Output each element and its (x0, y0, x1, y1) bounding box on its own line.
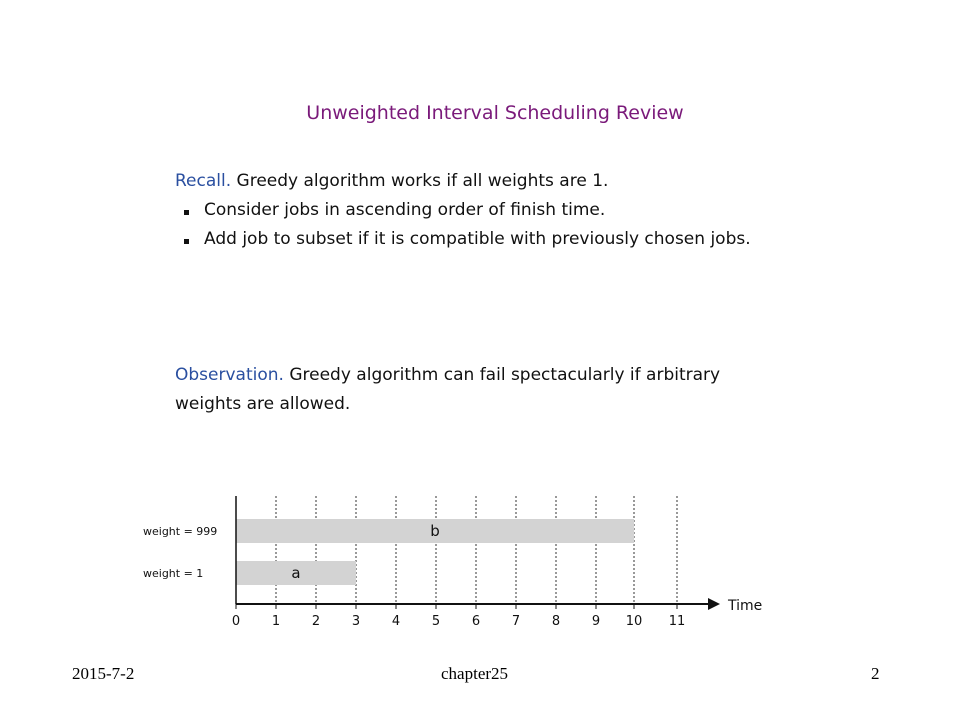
x-axis-label: Time (728, 598, 763, 614)
observation-keyword: Observation. (175, 365, 284, 385)
recall-text: Greedy algorithm works if all weights are 1. (236, 171, 609, 191)
tick-label: 4 (391, 614, 401, 629)
axis-arrow-icon (708, 598, 720, 610)
tick-label: 10 (625, 614, 643, 629)
recall-keyword: Recall. (175, 171, 232, 191)
job-weight-label: weight = 999 (143, 525, 218, 538)
tick-label: 6 (471, 614, 481, 629)
footer-chapter: chapter25 (441, 664, 509, 683)
tick-label: 9 (591, 614, 601, 629)
slide-title: Unweighted Interval Scheduling Review (306, 102, 684, 124)
tick-label: 7 (511, 614, 521, 629)
footer-date: 2015-7-2 (72, 664, 135, 683)
tick-label: 2 (311, 614, 321, 629)
tick-label: 3 (351, 614, 361, 629)
recall-bullet-2: Add job to subset if it is compatible with previously chosen jobs. (204, 229, 751, 249)
job-label-b: b (430, 522, 440, 540)
job-label-a: a (291, 564, 301, 582)
tick-label: 0 (231, 614, 241, 629)
observation-text: Greedy algorithm can fail spectacularly if arbitrary (289, 365, 721, 385)
tick-label: 11 (668, 614, 686, 629)
footer-page-number: 2 (871, 664, 880, 683)
tick-label: 1 (271, 614, 281, 629)
tick-label: 8 (551, 614, 561, 629)
job-weight-label: weight = 1 (143, 567, 204, 580)
observation-line-2: weights are allowed. (175, 394, 351, 414)
recall-bullet-1: Consider jobs in ascending order of finish time. (204, 200, 606, 220)
tick-label: 5 (431, 614, 441, 629)
